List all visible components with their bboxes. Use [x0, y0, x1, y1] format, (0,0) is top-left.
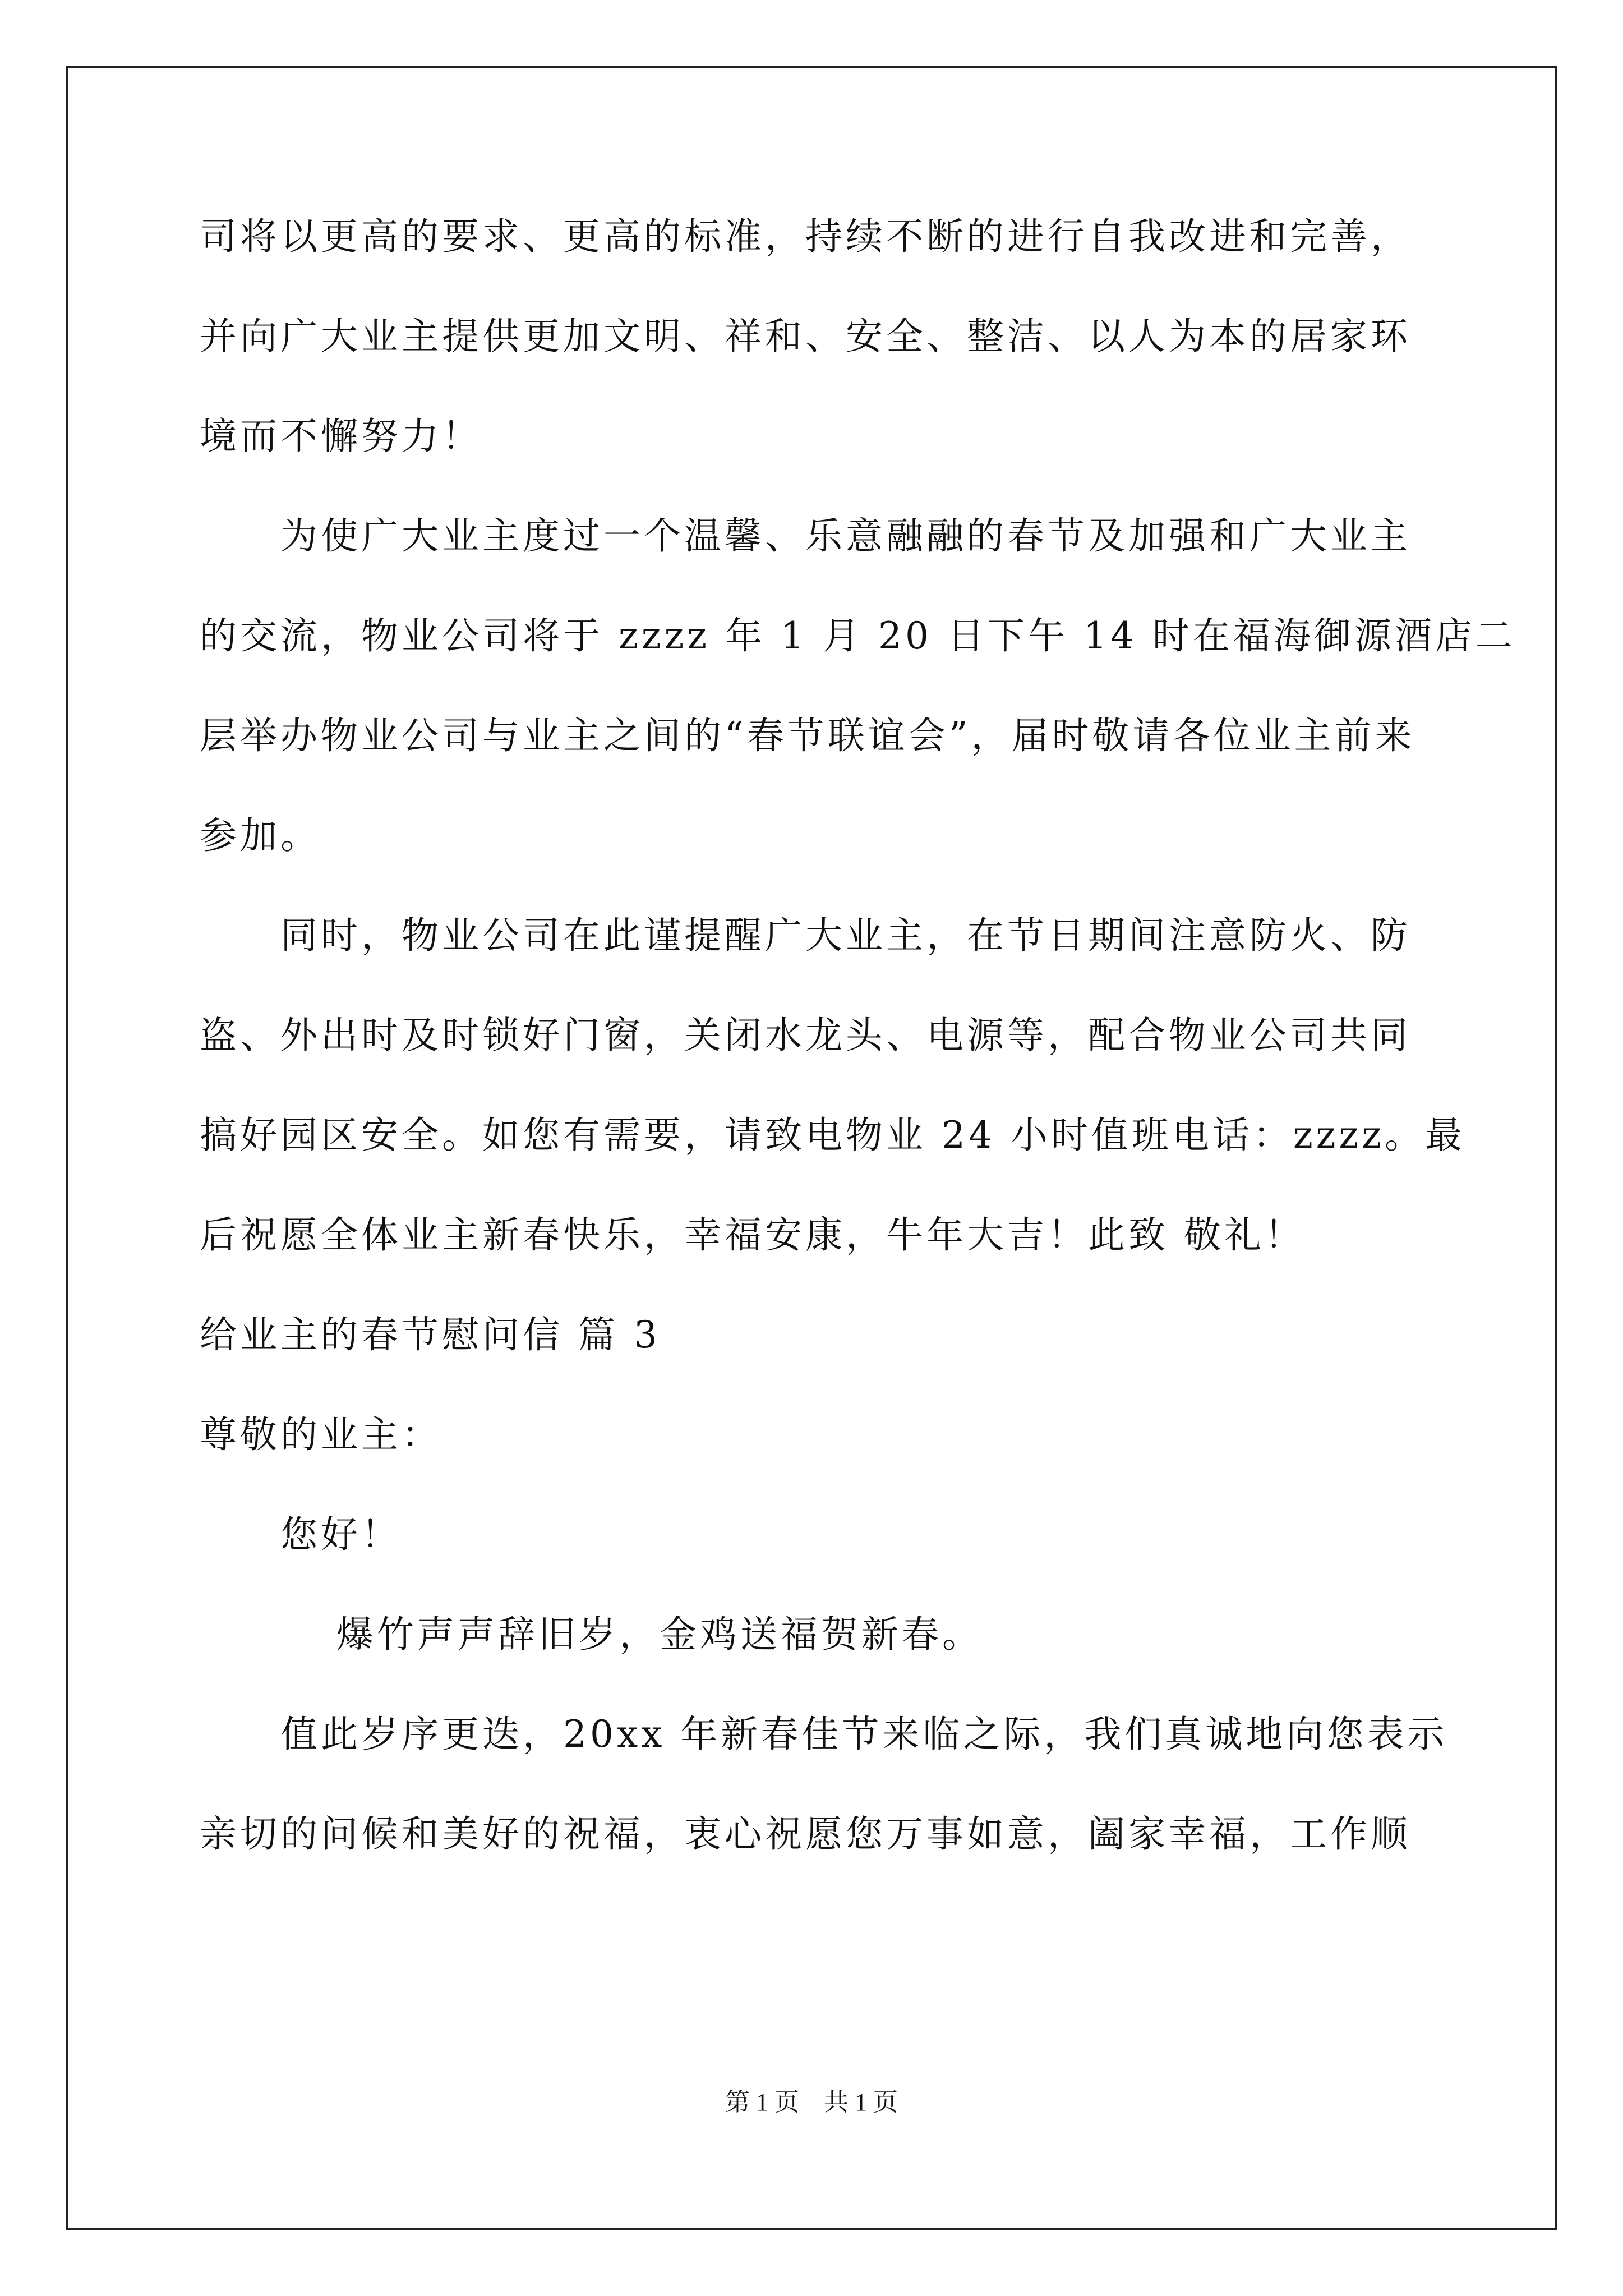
- paragraph-line: 亲切的问候和美好的祝福，衷心祝愿您万事如意，阖家幸福，工作顺: [200, 1812, 1411, 1856]
- paragraph-line: 司将以更高的要求、更高的标准，持续不断的进行自我改进和完善，: [200, 215, 1411, 258]
- paragraph-line: 境而不懈努力！: [200, 415, 482, 458]
- greeting: 您好！: [280, 1513, 402, 1556]
- paragraph-line: 并向广大业主提供更加文明、祥和、安全、整洁、以人为本的居家环: [200, 315, 1411, 358]
- paragraph-line: 层举办物业公司与业主之间的“春节联谊会”，届时敬请各位业主前来: [200, 714, 1415, 757]
- paragraph-line: 参加。: [200, 814, 321, 857]
- page-number: 第 1 页 共 1 页: [725, 2088, 898, 2116]
- paragraph-line: 的交流，物业公司将于 zzzz 年 1 月 20 日下午 14 时在福海御源酒店二: [200, 614, 1516, 657]
- paragraph-line: 搞好园区安全。如您有需要，请致电物业 24 小时值班电话：zzzz。最: [200, 1114, 1466, 1157]
- paragraph-line: 盗、外出时及时锁好门窗，关闭水龙头、电源等，配合物业公司共同: [200, 1014, 1411, 1057]
- paragraph-line: 值此岁序更迭，20xx 年新春佳节来临之际，我们真诚地向您表示: [280, 1713, 1448, 1756]
- paragraph-line: 同时，物业公司在此谨提醒广大业主，在节日期间注意防火、防: [280, 914, 1411, 957]
- paragraph-line: 为使广大业主度过一个温馨、乐意融融的春节及加强和广大业主: [280, 514, 1411, 558]
- paragraph-line: 爆竹声声辞旧岁，金鸡送福贺新春。: [336, 1613, 983, 1656]
- salutation: 尊敬的业主：: [200, 1413, 442, 1456]
- paragraph-line: 后祝愿全体业主新春快乐，幸福安康，牛年大吉！此致 敬礼！: [200, 1213, 1305, 1257]
- section-heading: 给业主的春节慰问信 篇 3: [200, 1313, 661, 1356]
